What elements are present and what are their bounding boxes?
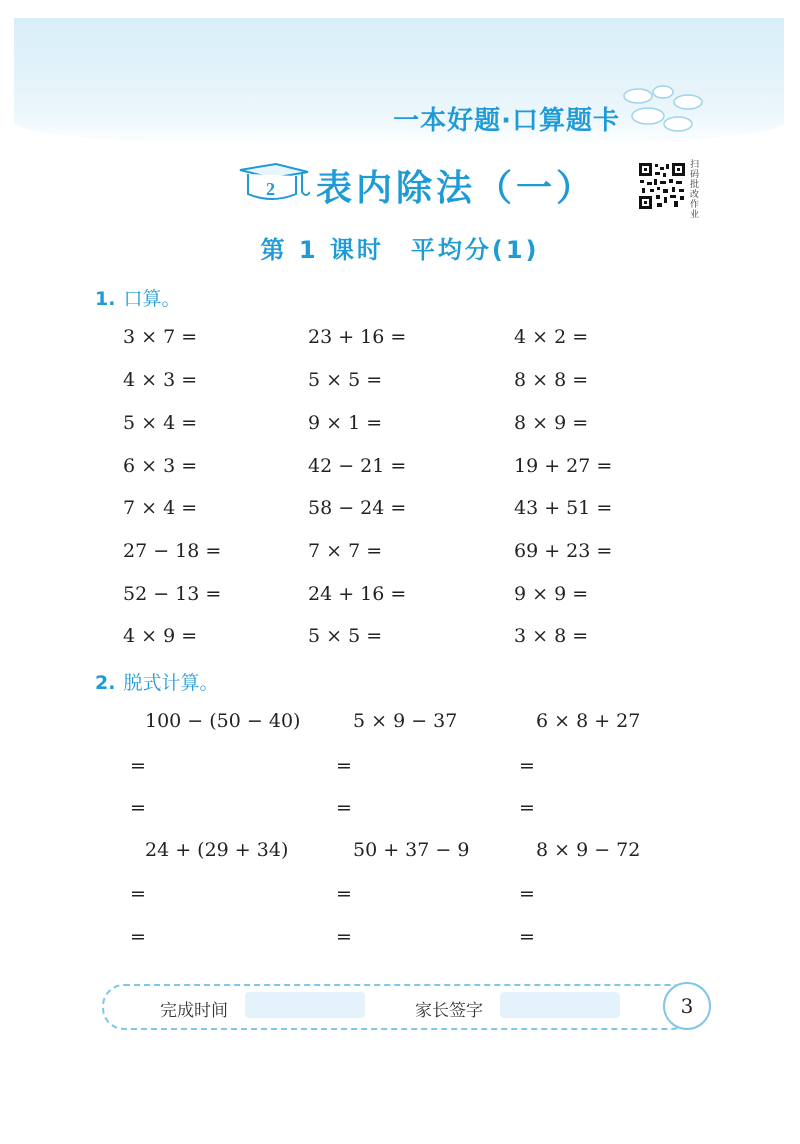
completion-time-label: 完成时间 <box>160 1001 228 1021</box>
section-1-title <box>95 284 180 311</box>
qr-caption: 扫码批改作业 <box>690 160 700 220</box>
oral-calc-item: 5 × 5 = <box>308 625 383 647</box>
oral-calc-item: 3 × 7 = <box>123 326 198 348</box>
oral-calc-item: 5 × 5 = <box>308 369 383 391</box>
section-1-number: 1. <box>95 288 116 310</box>
oral-calc-item: 52 − 13 = <box>123 583 222 605</box>
step-calc-problem: 24 + (29 + 34) <box>145 839 289 861</box>
oral-calc-item: 23 + 16 = <box>308 326 407 348</box>
brand-title: 一本好题·口算题卡 <box>393 106 620 136</box>
graduation-cap-icon <box>236 162 310 202</box>
oral-calc-item: 58 − 24 = <box>308 497 407 519</box>
unit-number: 2 <box>266 179 275 199</box>
oral-calc-item: 9 × 1 = <box>308 412 383 434</box>
oral-calc-item: 9 × 9 = <box>514 583 589 605</box>
step-calc-problem: 50 + 37 − 9 <box>353 839 470 861</box>
section-2-number: 2. <box>95 672 116 694</box>
lesson-title: 第 1 课时 平均分(1) <box>260 236 540 264</box>
clouds-icon <box>618 78 708 138</box>
oral-calc-item: 3 × 8 = <box>514 625 589 647</box>
page-number: 3 <box>663 982 711 1030</box>
parent-signature-field[interactable] <box>500 992 620 1018</box>
step-calc-problem: 6 × 8 + 27 <box>536 710 641 732</box>
oral-calc-item: 43 + 51 = <box>514 497 613 519</box>
parent-signature-label: 家长签字 <box>415 1001 483 1021</box>
oral-calc-item: 24 + 16 = <box>308 583 407 605</box>
step-calc-problem: 8 × 9 − 72 <box>536 839 641 861</box>
equals-sign: = <box>130 926 146 948</box>
oral-calc-item: 27 − 18 = <box>123 540 222 562</box>
equals-sign: = <box>519 755 535 777</box>
section-1-label: 口算。 <box>123 288 181 310</box>
oral-calc-item: 8 × 9 = <box>514 412 589 434</box>
equals-sign: = <box>519 926 535 948</box>
oral-calc-item: 19 + 27 = <box>514 455 613 477</box>
oral-calc-item: 7 × 7 = <box>308 540 383 562</box>
completion-time-field[interactable] <box>245 992 365 1018</box>
step-calc-problem: 100 − (50 − 40) <box>145 710 301 732</box>
unit-title: 表内除法（一） <box>316 168 597 209</box>
equals-sign: = <box>336 883 352 905</box>
oral-calc-item: 8 × 8 = <box>514 369 589 391</box>
section-2-title <box>95 668 218 695</box>
oral-calc-item: 6 × 3 = <box>123 455 198 477</box>
equals-sign: = <box>130 797 146 819</box>
equals-sign: = <box>130 755 146 777</box>
equals-sign: = <box>336 755 352 777</box>
oral-calc-item: 42 − 21 = <box>308 455 407 477</box>
oral-calc-item: 5 × 4 = <box>123 412 198 434</box>
equals-sign: = <box>130 883 146 905</box>
oral-calc-item: 4 × 3 = <box>123 369 198 391</box>
step-calc-problem: 5 × 9 − 37 <box>353 710 458 732</box>
equals-sign: = <box>336 797 352 819</box>
oral-calc-item: 4 × 2 = <box>514 326 589 348</box>
oral-calc-item: 4 × 9 = <box>123 625 198 647</box>
oral-calc-item: 69 + 23 = <box>514 540 613 562</box>
equals-sign: = <box>519 797 535 819</box>
equals-sign: = <box>336 926 352 948</box>
qr-code-icon[interactable] <box>638 162 686 210</box>
oral-calc-item: 7 × 4 = <box>123 497 198 519</box>
section-2-label: 脱式计算。 <box>123 672 219 694</box>
equals-sign: = <box>519 883 535 905</box>
